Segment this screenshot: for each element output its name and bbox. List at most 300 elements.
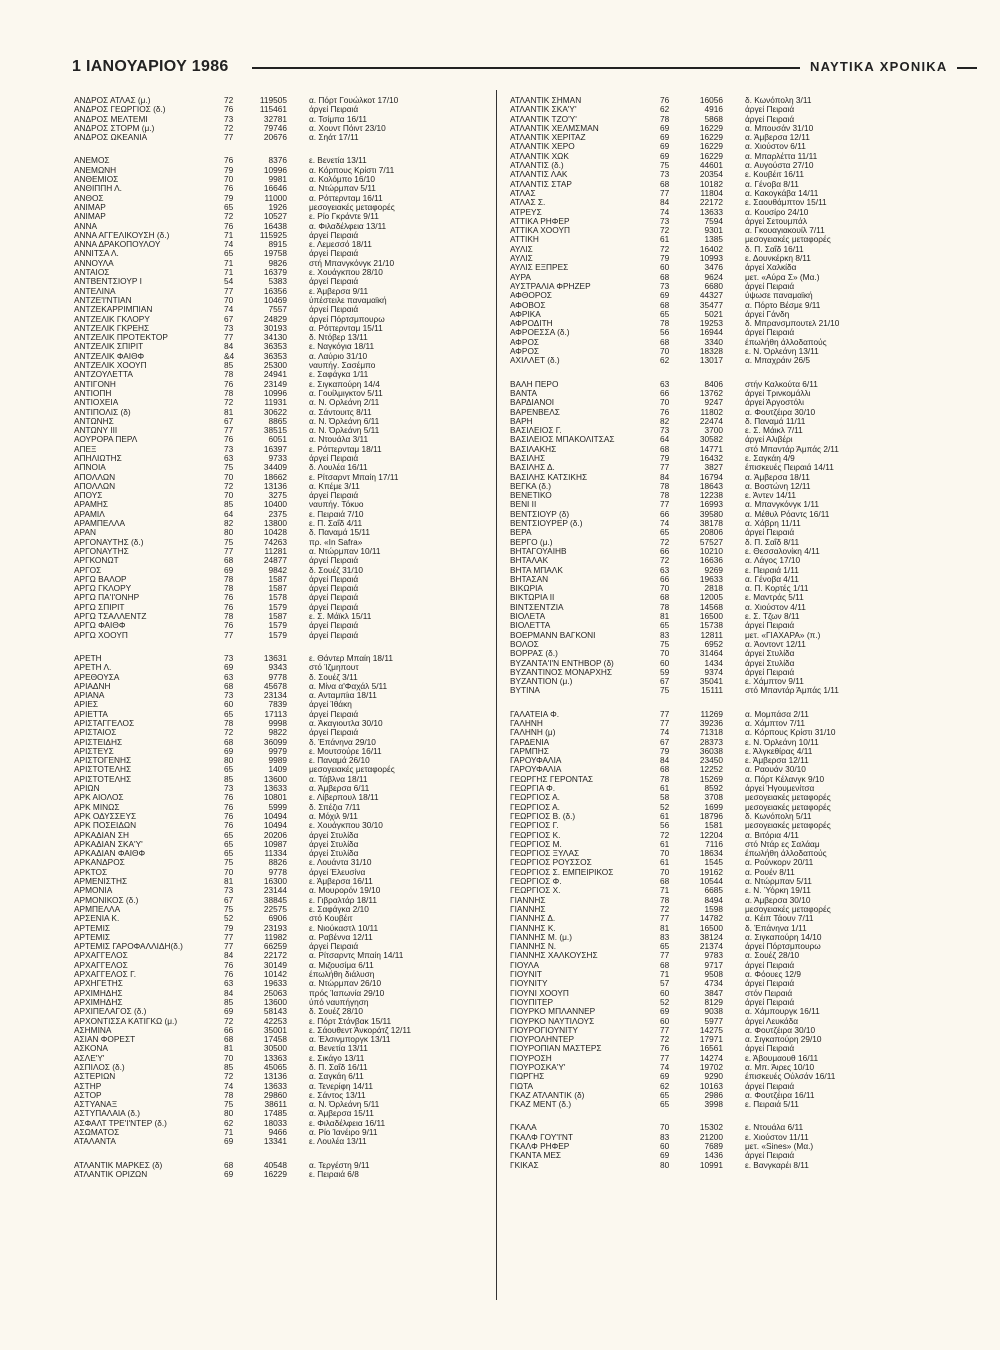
ship-row xyxy=(510,840,930,849)
ship-row xyxy=(510,1054,930,1063)
build-year: 81 xyxy=(224,877,234,887)
ship-name: ΑΡΚΑΝΔΡΟΣ xyxy=(74,858,125,868)
location: ε. Ρόττερνταμ 18/11 xyxy=(309,444,382,454)
tonnage: 10993 xyxy=(699,254,723,264)
ship-name: ΑΝΝΟΥΛΑ xyxy=(74,258,114,268)
ship-name: ΑΝΤΙΠΟΛΙΣ (δ) xyxy=(74,407,131,417)
ship-row xyxy=(510,1123,930,1132)
location: ε. Πειραιά 7/10 xyxy=(309,509,364,519)
tonnage: 23450 xyxy=(699,756,723,766)
location: α. Ντώρμπαν 5/11 xyxy=(745,877,812,887)
location: έπισκευές Πειραιά 14/11 xyxy=(745,463,834,473)
tonnage: 22575 xyxy=(263,904,287,914)
tonnage: 6680 xyxy=(704,281,723,291)
ship-name: ΑΤΛΑΝΤΙΚ ΣΗΜΑΝ xyxy=(510,96,582,105)
ship-row xyxy=(510,254,930,263)
ship-row xyxy=(510,282,930,291)
ship-row xyxy=(510,1091,930,1100)
ship-row xyxy=(74,133,494,142)
ship-row xyxy=(510,180,930,189)
ship-name: ΑΡΧΑΓΓΕΛΟΣ xyxy=(74,960,128,970)
build-year: 66 xyxy=(660,546,670,556)
build-year: 59 xyxy=(660,667,670,677)
ship-row xyxy=(74,821,494,830)
build-year: 76 xyxy=(224,602,234,612)
ship-row xyxy=(74,426,494,435)
tonnage: 38611 xyxy=(264,1100,287,1110)
ship-row xyxy=(74,1128,494,1137)
ship-row xyxy=(74,868,494,877)
ship-name: ΓΕΩΡΓΙΟΣ Φ. xyxy=(510,877,562,887)
ship-row xyxy=(74,858,494,867)
tonnage: 9981 xyxy=(268,175,287,185)
build-year: 73 xyxy=(660,426,670,436)
tonnage: 5977 xyxy=(704,1016,723,1026)
tonnage: 1579 xyxy=(268,630,287,640)
location: α. Σουέζ 28/10 xyxy=(745,951,800,961)
ship-row xyxy=(74,756,494,765)
ship-name: ΒΑΣΙΛΑΚΗΣ xyxy=(510,444,557,454)
location: α. Ν. Όρλεάνη 5/11 xyxy=(309,1100,380,1110)
ship-row xyxy=(510,235,930,244)
tonnage: 9979 xyxy=(268,746,287,756)
build-year: 76 xyxy=(660,96,670,105)
location: α. Κπέμε 3/11 xyxy=(309,481,360,491)
ship-name: ΑΝΘΕΜΙΟΣ xyxy=(74,175,119,185)
tonnage: 11000 xyxy=(264,193,287,203)
ship-row xyxy=(74,612,494,621)
tonnage: 19633 xyxy=(263,979,287,989)
build-year: 77 xyxy=(224,333,234,343)
ship-row xyxy=(510,728,930,737)
ship-row xyxy=(74,896,494,905)
location: α. Φουτζέιρα 30/10 xyxy=(745,407,816,417)
build-year: 64 xyxy=(224,509,234,519)
ship-name: ΓΑΡΔΕΝΙΑ xyxy=(510,737,550,747)
ship-name: ΓΙΑΝΝΗΣ Δ. xyxy=(510,914,556,924)
group-gap xyxy=(74,142,494,156)
ship-name: ΑΤΛΑΝΤΙΚ ΜΑΡΚΕΣ (δ) xyxy=(74,1160,163,1170)
ship-name: ΒΙΚΩΡΙΑ xyxy=(510,584,543,594)
tonnage: 11982 xyxy=(264,932,287,942)
tonnage: 3708 xyxy=(704,793,723,803)
build-year: 73 xyxy=(224,691,234,701)
ship-name: ΑΡΚ ΠΟΣΕΙΔΩΝ xyxy=(74,821,137,831)
tonnage: 18796 xyxy=(699,811,723,821)
tonnage: 1587 xyxy=(268,584,287,594)
build-year: 83 xyxy=(660,1132,670,1142)
ship-name: ΑΤΛΑΝΤΙΚ ΣΚΑ'Υ' xyxy=(510,105,577,115)
ship-name: ΑΝΘΟΣ xyxy=(74,193,104,203)
ship-name: ΑΡΤΕΜΙΣ xyxy=(74,923,111,933)
location: στό Μπαντάρ Άμπάς 2/11 xyxy=(745,444,839,454)
location: α. Ντώρμπαν 10/11 xyxy=(309,546,381,556)
ship-name: ΒΕΓΚΑ (δ.) xyxy=(510,481,552,491)
build-year: 79 xyxy=(224,193,234,203)
ship-name: ΑΣΠΙΛΟΣ (δ.) xyxy=(74,1062,125,1072)
ship-name: ΑΥΛΙΣ ΕΞΠΡΕΣ xyxy=(510,263,569,273)
ship-name: ΒΑΣΙΛΗΣ xyxy=(510,453,546,463)
ship-row xyxy=(510,575,930,584)
tonnage: 6685 xyxy=(704,886,723,896)
location: α. Κέιπ Τάουν 7/11 xyxy=(745,914,814,924)
build-year: 75 xyxy=(660,639,670,649)
tonnage: 8494 xyxy=(704,895,723,905)
build-year: 65 xyxy=(224,839,234,849)
ship-row xyxy=(74,510,494,519)
tonnage: 19758 xyxy=(263,249,287,259)
ship-name: ΓΙΩΡΓΗΣ xyxy=(510,1072,545,1082)
tonnage: 30193 xyxy=(263,323,287,333)
build-year: 74 xyxy=(660,519,670,529)
tonnage: 36099 xyxy=(263,737,287,747)
tonnage: 8129 xyxy=(704,997,723,1007)
ship-name: ΑΤΤΙΚΑ ΧΟΟΥΠ xyxy=(510,226,570,236)
location: ε. Χάμπτον 9/11 xyxy=(745,677,804,687)
ship-name: ΑΧΙΛΛΕΤ (δ.) xyxy=(510,356,560,366)
tonnage: 13136 xyxy=(263,481,287,491)
location: ναυπήγ. Σασέμπο xyxy=(309,361,376,371)
column-divider xyxy=(496,90,497,1300)
tonnage: 79746 xyxy=(263,123,287,133)
location: ε. Λίβερπουλ 18/11 xyxy=(309,793,379,803)
location: α. Σιγκαπούρη 29/10 xyxy=(745,1035,822,1045)
ship-name: ΑΤΛΑΝΤΙΚ ΧΕΛΜΣΜΑΝ xyxy=(510,123,599,133)
ship-row xyxy=(74,603,494,612)
tonnage: 4916 xyxy=(704,105,723,115)
location: α. Τεργέστη 9/11 xyxy=(309,1160,370,1170)
build-year: 75 xyxy=(224,858,234,868)
location: δ. Κωνόπολη 5/11 xyxy=(745,811,812,821)
build-year: 73 xyxy=(660,216,670,226)
tonnage: 16397 xyxy=(263,444,287,454)
tonnage: 36353 xyxy=(263,351,287,361)
ship-row xyxy=(510,659,930,668)
ship-row xyxy=(74,924,494,933)
ship-row xyxy=(74,287,494,296)
location: έπωλήθη διάλυση xyxy=(309,970,375,980)
location: άργεί Στυλίδα xyxy=(309,839,359,849)
ship-name: ΑΤΛΑΝΤΙΣ ΣΤΑΡ xyxy=(510,179,572,189)
tonnage: 18662 xyxy=(263,472,287,482)
ship-name: ΒΕΝΕΤΙΚΟ xyxy=(510,491,552,501)
ship-name: ΒΥΤΙΝΑ xyxy=(510,686,540,696)
ship-name: ΑΦΘΟΡΟΣ xyxy=(510,291,552,301)
ship-row xyxy=(510,719,930,728)
build-year: 69 xyxy=(224,663,234,673)
build-year: 75 xyxy=(660,686,670,696)
build-year: 68 xyxy=(660,877,670,887)
ship-name: ΑΝΤΒΕΝΤΣΙΟΥΡ Ι xyxy=(74,277,142,287)
tonnage: 10544 xyxy=(699,877,723,887)
ship-name: ΑΤΛΑΝΤΙΣ ΛΑΚ xyxy=(510,170,568,180)
location: α. Π. Κορτές 1/11 xyxy=(745,584,809,594)
ship-name: ΓΙΟΥΡΟΣΗ xyxy=(510,1053,552,1063)
build-year: 72 xyxy=(660,904,670,914)
ship-name: ΓΙΟΥΡΟΓΙΟΥΝΙΤΥ xyxy=(510,1025,579,1035)
ship-row xyxy=(74,105,494,114)
ship-row xyxy=(510,473,930,482)
build-year: 76 xyxy=(224,621,234,631)
location: άργεί Πειραιά xyxy=(309,574,359,584)
build-year: 63 xyxy=(224,979,234,989)
build-year: 76 xyxy=(224,793,234,803)
ship-row xyxy=(74,914,494,923)
location: α. Τενερίφη 14/11 xyxy=(309,1081,373,1091)
build-year: 70 xyxy=(660,849,670,859)
ship-name: ΓΙΟΥΠΙΤΕΡ xyxy=(510,997,554,1007)
location: ε. Δουνκέρκη 8/11 xyxy=(745,254,811,264)
ship-name: ΓΚΑΛΑ xyxy=(510,1123,537,1133)
tonnage: 8406 xyxy=(704,379,723,389)
location: ε. Σαουθάμπτον 15/11 xyxy=(745,198,827,208)
location: ε. Σάουθεντ Άνκοράτζ 12/11 xyxy=(309,1025,411,1035)
ship-name: ΑΡΧΑΓΓΕΛΟΣ xyxy=(74,951,128,961)
build-year: 67 xyxy=(660,677,670,687)
ship-name: ΑΡΙΣΤΟΓΕΝΗΣ xyxy=(74,756,132,766)
ship-row xyxy=(74,259,494,268)
ship-row xyxy=(510,951,930,960)
location: α. Πόρτο Βέσμε 9/11 xyxy=(745,300,821,310)
tonnage: 35477 xyxy=(699,300,723,310)
ship-row xyxy=(510,328,930,337)
ship-name: ΑΣΙΑΝ ΦΟΡΕΣΤ xyxy=(74,1035,136,1045)
ship-name: ΑΝΤΖΕΛΙΚ ΠΡΟΤΕΚΤΟΡ xyxy=(74,333,168,343)
build-year: 75 xyxy=(224,904,234,914)
ship-name: ΑΡΧΙΜΗΔΗΣ xyxy=(74,997,123,1007)
ship-name: ΓΙΟΥΡΚΟ ΜΠΛΑΝΝΕΡ xyxy=(510,1007,596,1017)
build-year: 85 xyxy=(224,361,234,371)
ship-row xyxy=(74,1091,494,1100)
location: α. Ανταμπίια 18/11 xyxy=(309,691,377,701)
build-year: 65 xyxy=(224,709,234,719)
ship-row xyxy=(74,324,494,333)
tonnage: 23144 xyxy=(263,886,287,896)
build-year: 74 xyxy=(224,305,234,315)
location: ε. Ναγκόγια 18/11 xyxy=(309,342,375,352)
ship-row xyxy=(74,315,494,324)
ship-row xyxy=(74,998,494,1007)
ship-row xyxy=(74,184,494,193)
ship-name: ΓΚΑΝΤΑ ΜΕΣ xyxy=(510,1151,562,1161)
ship-name: ΑΝΤΙΓΟΝΗ xyxy=(74,379,116,389)
ship-name: ΑΡΓΚΟΝΩΤ xyxy=(74,556,119,566)
location: ε. Θεσσαλονίκη 4/11 xyxy=(745,546,820,556)
tonnage: 9247 xyxy=(704,398,723,408)
location: α. Έλσινμποργκ 13/11 xyxy=(309,1035,391,1045)
ship-name: ΓΙΩΤΑ xyxy=(510,1081,534,1091)
tonnage: 34409 xyxy=(263,463,287,473)
ship-row xyxy=(510,621,930,630)
location: α. Άμβερσα 30/10 xyxy=(745,895,811,905)
ship-row xyxy=(510,831,930,840)
ship-name: ΑΡΓΟΣ xyxy=(74,565,102,575)
location: άργεί Πειραιά xyxy=(309,621,359,631)
build-year: 74 xyxy=(660,207,670,217)
location: άργεί Πειραιά xyxy=(309,630,359,640)
ship-row xyxy=(510,998,930,1007)
tonnage: 10996 xyxy=(263,388,287,398)
ship-name: ΑΡΧΙΜΗΔΗΣ xyxy=(74,988,123,998)
build-year: 72 xyxy=(224,1016,234,1026)
location: άργεί Ίθάκη xyxy=(309,700,352,710)
ship-name: ΑΡΙΕΤΤΑ xyxy=(74,709,108,719)
location: άργεί Πειραιά xyxy=(309,277,359,287)
location: στό Ντάρ ες Σαλάαμ xyxy=(745,839,820,849)
build-year: 85 xyxy=(224,774,234,784)
location: δ. Σουέζ 28/10 xyxy=(309,1007,363,1017)
ship-row xyxy=(510,500,930,509)
ship-row xyxy=(74,268,494,277)
location: ύπέστειλε παναμαϊκή xyxy=(309,295,387,305)
ship-row xyxy=(74,1137,494,1146)
build-year: 79 xyxy=(224,165,234,175)
tonnage: 13017 xyxy=(699,356,723,366)
tonnage: 22172 xyxy=(699,198,723,208)
location: α. Ρούνκορν 20/11 xyxy=(745,858,814,868)
build-year: 84 xyxy=(660,472,670,482)
build-year: 66 xyxy=(660,388,670,398)
tonnage: 13631 xyxy=(263,653,287,663)
location: α. Μίνα α'Φαχάλ 5/11 xyxy=(309,681,388,691)
ship-row xyxy=(74,849,494,858)
build-year: 68 xyxy=(660,179,670,189)
tonnage: 16646 xyxy=(263,184,287,194)
build-year: 78 xyxy=(660,491,670,501)
location: ε. Πειραιά 1/11 xyxy=(745,565,799,575)
build-year: 78 xyxy=(660,481,670,491)
ship-name: ΓΑΡΟΥΦΑΛΙΑ xyxy=(510,756,562,766)
location: ε. Ν. Όρλεάνη 13/11 xyxy=(745,347,819,357)
build-year: 65 xyxy=(224,765,234,775)
location: α. Πόρτ Κέλανγκ 9/10 xyxy=(745,774,825,784)
location: ε. Θάντερ Μπαίη 18/11 xyxy=(309,653,393,663)
build-year: 62 xyxy=(660,1081,670,1091)
ship-row xyxy=(510,812,930,821)
location: ε. Ρίο Γκράντε 9/11 xyxy=(309,212,379,222)
ship-name: ΑΝΤΖΕΚΑΡΡΙΜΠΙΑΝ xyxy=(74,305,153,315)
location: α. Αυγούστα 27/10 xyxy=(745,161,814,171)
build-year: 73 xyxy=(224,323,234,333)
ship-row xyxy=(510,896,930,905)
ship-name: ΑΠΟΛΛΩΝ xyxy=(74,472,116,482)
location: α. Λαύριο 31/10 xyxy=(309,351,368,361)
build-year: 54 xyxy=(224,277,234,287)
tonnage: 1578 xyxy=(268,593,287,603)
tonnage: 10494 xyxy=(263,821,287,831)
tonnage: 21374 xyxy=(699,942,723,952)
ship-name: ΓΙΑΝΝΗΣ xyxy=(510,895,546,905)
location: άργεί Πειραιά xyxy=(309,249,359,259)
tonnage: 1587 xyxy=(268,574,287,584)
build-year: 71 xyxy=(224,258,234,268)
location: ε. Άλγκεθίρας 4/11 xyxy=(745,746,813,756)
build-year: 65 xyxy=(660,309,670,319)
ship-row xyxy=(74,803,494,812)
build-year: 70 xyxy=(224,1053,234,1063)
build-year: 65 xyxy=(660,528,670,538)
build-year: 65 xyxy=(660,1100,670,1110)
location: ε. Σικάγο 13/11 xyxy=(309,1053,365,1063)
ship-row xyxy=(74,463,494,472)
ship-row xyxy=(510,417,930,426)
ship-name: ΑΡΙΑΝΑ xyxy=(74,691,105,701)
tonnage: 9466 xyxy=(268,1128,287,1138)
ship-row xyxy=(74,719,494,728)
location: άργεί Έλευσίνα xyxy=(309,867,366,877)
ship-row xyxy=(74,389,494,398)
tonnage: 6952 xyxy=(704,639,723,649)
build-year: 75 xyxy=(224,537,234,547)
ship-name: ΓΙΑΝΝΗΣ Μ. (μ.) xyxy=(510,932,572,942)
location: α. Ρίο Ίανέιρο 9/11 xyxy=(309,1128,378,1138)
tonnage: 7594 xyxy=(704,216,723,226)
ship-row xyxy=(510,566,930,575)
tonnage: 1926 xyxy=(268,202,287,212)
location: μετ. «Αύρα Σ» (Μα.) xyxy=(745,272,820,282)
ship-row xyxy=(74,1035,494,1044)
ship-row xyxy=(510,668,930,677)
ship-row xyxy=(74,203,494,212)
build-year: 69 xyxy=(224,1137,234,1147)
location: μεσογειακές μεταφορές xyxy=(309,765,395,775)
build-year: 76 xyxy=(224,821,234,831)
build-year: 72 xyxy=(224,96,234,105)
build-year: 77 xyxy=(224,286,234,296)
build-year: 74 xyxy=(660,728,670,738)
ship-row xyxy=(74,566,494,575)
tonnage: 32781 xyxy=(263,114,287,124)
ship-name: ΑΡΓΟΝΑΥΤΗΣ xyxy=(74,546,129,556)
build-year: 61 xyxy=(660,858,670,868)
ship-row xyxy=(74,1026,494,1035)
ship-row xyxy=(74,886,494,895)
tonnage: 13600 xyxy=(263,997,287,1007)
build-year: 85 xyxy=(224,1062,234,1072)
location: δ. Σουέζ 31/10 xyxy=(309,565,363,575)
location: α. Τάβλνα 18/11 xyxy=(309,774,368,784)
build-year: 69 xyxy=(660,1007,670,1017)
ship-name: ΒΥΖΑΝΤΙΟΝ (μ.) xyxy=(510,677,573,687)
tonnage: 19702 xyxy=(699,1062,723,1072)
build-year: 85 xyxy=(224,997,234,1007)
ship-row xyxy=(510,747,930,756)
ship-row xyxy=(74,445,494,454)
ship-row xyxy=(510,640,930,649)
location: άργεί Πειραιά xyxy=(745,1081,795,1091)
ship-row xyxy=(510,677,930,686)
ship-row xyxy=(74,682,494,691)
ship-row xyxy=(510,142,930,151)
build-year: 70 xyxy=(660,398,670,408)
ship-name: ΑΝΝΙΤΣΑ Λ. xyxy=(74,249,119,259)
tonnage: 8592 xyxy=(704,784,723,794)
location: ε. Πειραιά 5/11 xyxy=(745,1100,799,1110)
ship-row xyxy=(74,240,494,249)
ship-name: ΑΝΤΖΕΛΙΚ ΓΚΡΕΗΣ xyxy=(74,323,150,333)
ship-row xyxy=(74,380,494,389)
tonnage: 10182 xyxy=(699,179,723,189)
ship-name: ΑΡΚΑΔΙΑΝ ΣΚΑ'Υ' xyxy=(74,839,143,849)
ship-name: ΒΕΡΑ xyxy=(510,528,532,538)
build-year: 65 xyxy=(224,249,234,259)
ship-name: ΑΝΔΡΟΣ ΜΕΛΤΕΜΙ xyxy=(74,114,148,124)
ship-row xyxy=(510,519,930,528)
location: στό Μπαντάρ Άμπάς 1/11 xyxy=(745,686,839,696)
ship-row xyxy=(74,812,494,821)
build-year: 62 xyxy=(660,105,670,115)
ship-name: ΑΠΗΛΙΩΤΗΣ xyxy=(74,453,122,463)
